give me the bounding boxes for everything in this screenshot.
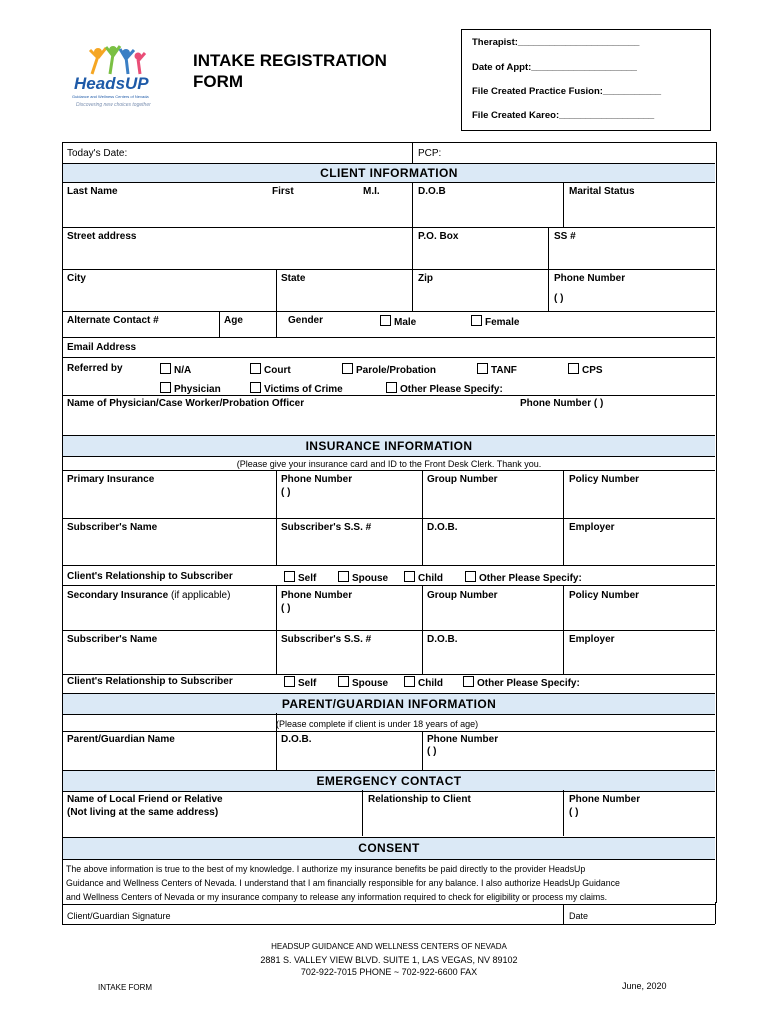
street-address-field[interactable]: Street address bbox=[67, 231, 137, 242]
file-created-kareo-field[interactable]: File Created Kareo:__________________ bbox=[472, 110, 655, 121]
secondary-relationship-label: Client's Relationship to Subscriber bbox=[67, 676, 233, 687]
date-of-appt-field[interactable]: Date of Appt:____________________ bbox=[472, 62, 637, 73]
primary-group-field[interactable]: Group Number bbox=[427, 474, 498, 485]
rel2-other-checkbox[interactable]: Other Please Specify: bbox=[463, 676, 580, 690]
logo-slogan: Discovering new choices together bbox=[76, 102, 151, 108]
logo bbox=[68, 44, 160, 114]
relationship-label: Client's Relationship to Subscriber bbox=[67, 571, 233, 582]
secondary-subscriber-ss-field[interactable]: Subscriber's S.S. # bbox=[281, 634, 372, 645]
primary-insurance-field[interactable]: Primary Insurance bbox=[67, 474, 155, 485]
guardian-note: (Please complete if client is under 18 years of age) bbox=[276, 719, 479, 729]
insurance-info-heading: INSURANCE INFORMATION bbox=[63, 435, 715, 457]
rel-self-checkbox[interactable]: Self bbox=[284, 571, 316, 585]
secondary-subscriber-dob-field[interactable]: D.O.B. bbox=[427, 634, 458, 645]
pcp-field[interactable]: PCP: bbox=[418, 148, 442, 159]
emergency-name-note: (Not living at the same address) bbox=[67, 807, 219, 818]
logo-name: HeadsUP bbox=[74, 74, 149, 93]
guardian-phone-field[interactable]: Phone Number bbox=[427, 734, 499, 745]
footer-form-name: INTAKE FORM bbox=[98, 983, 153, 992]
footer-date: June, 2020 bbox=[622, 981, 667, 991]
secondary-group-field[interactable]: Group Number bbox=[427, 590, 498, 601]
mi-field[interactable]: M.I. bbox=[363, 186, 380, 197]
guardian-info-heading: PARENT/GUARDIAN INFORMATION bbox=[63, 693, 715, 715]
rel-child-checkbox[interactable]: Child bbox=[404, 571, 443, 585]
rel2-self-checkbox[interactable]: Self bbox=[284, 676, 316, 690]
gender-label: Gender bbox=[288, 315, 324, 326]
referral-tanf-checkbox[interactable]: TANF bbox=[477, 363, 517, 377]
guardian-dob-field[interactable]: D.O.B. bbox=[281, 734, 312, 745]
page-title: INTAKE REGISTRATION FORM bbox=[193, 51, 387, 91]
client-phone-paren: ( ) bbox=[554, 293, 564, 304]
secondary-policy-field[interactable]: Policy Number bbox=[569, 590, 640, 601]
secondary-phone-field[interactable]: Phone Number bbox=[281, 590, 353, 601]
consent-text-3: and Wellness Centers of Nevada or my insurance company to release any information required to check for eligibility or process my claims. bbox=[66, 892, 608, 902]
rel-other-checkbox[interactable]: Other Please Specify: bbox=[465, 571, 582, 585]
insurance-note: (Please give your insurance card and ID to the Front Desk Clerk. Thank you. bbox=[236, 459, 542, 469]
subscriber-ss-field[interactable]: Subscriber's S.S. # bbox=[281, 522, 372, 533]
po-box-field[interactable]: P.O. Box bbox=[418, 231, 459, 242]
referred-by-label: Referred by bbox=[67, 363, 123, 374]
client-info-heading: CLIENT INFORMATION bbox=[63, 163, 715, 183]
physician-name-field[interactable]: Name of Physician/Case Worker/Probation Officer bbox=[67, 398, 305, 409]
zip-field[interactable]: Zip bbox=[418, 273, 433, 284]
subscriber-employer-field[interactable]: Employer bbox=[569, 522, 615, 533]
last-name-field[interactable]: Last Name bbox=[67, 186, 118, 197]
alternate-contact-field[interactable]: Alternate Contact # bbox=[67, 315, 159, 326]
consent-text-2: Guidance and Wellness Centers of Nevada. I understand that I am financially responsible for any balance. I also authorize HeadsUp Guidance bbox=[66, 878, 620, 888]
ss-field[interactable]: SS # bbox=[554, 231, 576, 242]
client-phone-field[interactable]: Phone Number bbox=[554, 273, 626, 284]
rel-spouse-checkbox[interactable]: Spouse bbox=[338, 571, 388, 585]
referral-parole-checkbox[interactable]: Parole/Probation bbox=[342, 363, 436, 377]
referral-court-checkbox[interactable]: Court bbox=[250, 363, 291, 377]
guardian-name-field[interactable]: Parent/Guardian Name bbox=[67, 734, 175, 745]
consent-heading: CONSENT bbox=[63, 837, 715, 860]
dob-field[interactable]: D.O.B bbox=[418, 186, 446, 197]
physician-phone-field[interactable]: Phone Number ( ) bbox=[520, 398, 604, 409]
secondary-subscriber-employer-field[interactable]: Employer bbox=[569, 634, 615, 645]
rel2-spouse-checkbox[interactable]: Spouse bbox=[338, 676, 388, 690]
referral-other-checkbox[interactable]: Other Please Specify: bbox=[386, 382, 503, 396]
referral-victims-checkbox[interactable]: Victims of Crime bbox=[250, 382, 343, 396]
signature-date-field[interactable]: Date bbox=[569, 911, 589, 921]
footer-org: HEADSUP GUIDANCE AND WELLNESS CENTERS OF NEVADA bbox=[271, 942, 507, 951]
therapist-field[interactable]: Therapist:_______________________ bbox=[472, 37, 640, 48]
consent-text-1: The above information is true to the best of my knowledge. I authorize my insurance benefits be paid directly to the provider HeadsUp bbox=[66, 864, 586, 874]
primary-phone-paren: ( ) bbox=[281, 487, 291, 498]
city-field[interactable]: City bbox=[67, 273, 86, 284]
subscriber-name-field[interactable]: Subscriber's Name bbox=[67, 522, 158, 533]
referral-physician-checkbox[interactable]: Physician bbox=[160, 382, 221, 396]
emergency-contact-heading: EMERGENCY CONTACT bbox=[63, 770, 715, 792]
state-field[interactable]: State bbox=[281, 273, 306, 284]
marital-status-field[interactable]: Marital Status bbox=[569, 186, 635, 197]
emergency-relationship-field[interactable]: Relationship to Client bbox=[368, 794, 471, 805]
age-field[interactable]: Age bbox=[224, 315, 243, 326]
referral-cps-checkbox[interactable]: CPS bbox=[568, 363, 603, 377]
rel2-child-checkbox[interactable]: Child bbox=[404, 676, 443, 690]
female-checkbox[interactable]: Female bbox=[471, 315, 519, 329]
logo-tagline: Guidance and Wellness Centers of Nevada bbox=[72, 94, 149, 99]
primary-phone-field[interactable]: Phone Number bbox=[281, 474, 353, 485]
referral-na-checkbox[interactable]: N/A bbox=[160, 363, 191, 377]
signature-field[interactable]: Client/Guardian Signature bbox=[67, 911, 171, 921]
email-address-field[interactable]: Email Address bbox=[67, 342, 137, 353]
footer-phone: 702-922-7015 PHONE ~ 702-922-6600 FAX bbox=[300, 967, 478, 977]
first-name-field[interactable]: First bbox=[272, 186, 294, 197]
primary-policy-field[interactable]: Policy Number bbox=[569, 474, 640, 485]
office-use-box bbox=[461, 29, 711, 131]
file-created-pf-field[interactable]: File Created Practice Fusion:___________ bbox=[472, 86, 662, 97]
emergency-phone-field[interactable]: Phone Number bbox=[569, 794, 641, 805]
secondary-insurance-field[interactable]: Secondary Insurance (if applicable) bbox=[67, 590, 231, 601]
subscriber-dob-field[interactable]: D.O.B. bbox=[427, 522, 458, 533]
footer-address: 2881 S. VALLEY VIEW BLVD. SUITE 1, LAS VEGAS, NV 89102 bbox=[260, 955, 518, 965]
secondary-subscriber-name-field[interactable]: Subscriber's Name bbox=[67, 634, 158, 645]
male-checkbox[interactable]: Male bbox=[380, 315, 416, 329]
guardian-phone-paren: ( ) bbox=[427, 746, 437, 757]
todays-date-field[interactable]: Today's Date: bbox=[67, 148, 128, 159]
emergency-phone-paren: ( ) bbox=[569, 807, 579, 818]
secondary-phone-paren: ( ) bbox=[281, 603, 291, 614]
emergency-name-field[interactable]: Name of Local Friend or Relative bbox=[67, 794, 223, 805]
